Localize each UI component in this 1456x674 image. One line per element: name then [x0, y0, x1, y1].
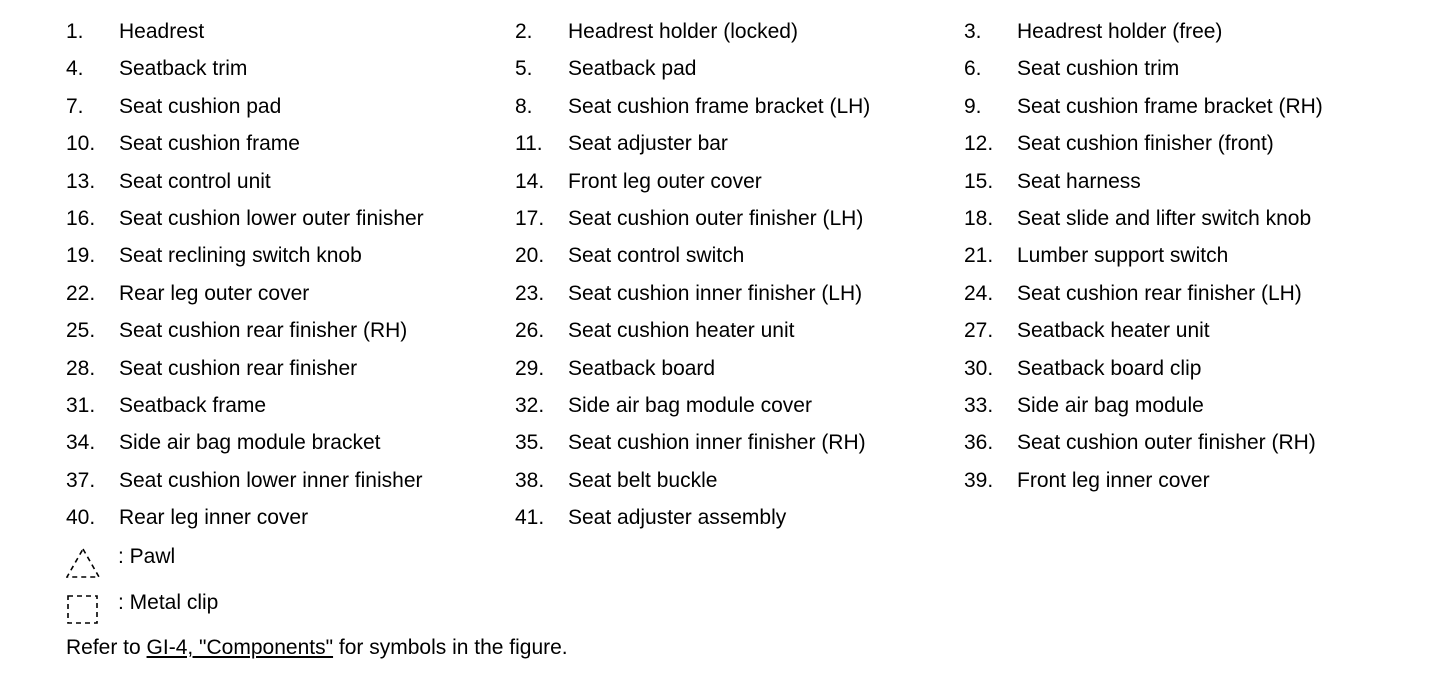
part-number: 9.: [964, 94, 982, 118]
components-reference-link[interactable]: GI-4, "Components": [146, 636, 334, 659]
part-number: 6.: [964, 57, 982, 81]
part-label: Seat harness: [1017, 169, 1141, 193]
footer-prefix: Refer to: [66, 636, 147, 659]
part-label: Seat cushion trim: [1017, 57, 1180, 81]
part-label: Seatback frame: [119, 394, 267, 417]
part-label: Side air bag module cover: [568, 394, 812, 417]
part-number: 32.: [515, 394, 545, 417]
part-label: Seat reclining switch knob: [119, 244, 362, 268]
part-label: Seat cushion outer finisher (LH): [568, 207, 864, 230]
part-number: 12.: [964, 132, 994, 156]
part-number: 40.: [66, 506, 96, 530]
part-label: Lumber support switch: [1017, 244, 1229, 268]
part-number: 11.: [515, 132, 543, 156]
part-number: 4.: [66, 57, 84, 81]
part-label: Seat cushion frame: [119, 132, 300, 156]
part-label: Seat cushion lower inner finisher: [119, 468, 423, 492]
part-label: Seatback heater unit: [1017, 319, 1210, 343]
part-number: 19.: [66, 244, 96, 268]
part-number: 7.: [66, 94, 84, 118]
dashed-square-icon: [66, 589, 102, 625]
part-label: Seat cushion finisher (front): [1017, 132, 1274, 156]
part-number: 30.: [964, 356, 994, 380]
part-number: 41.: [515, 506, 545, 530]
part-number: 2.: [515, 20, 533, 43]
part-number: 31.: [66, 394, 96, 417]
part-number: 16.: [66, 207, 96, 230]
part-label: Side air bag module: [1017, 394, 1204, 417]
part-number: 29.: [515, 356, 545, 380]
part-number: 18.: [964, 207, 994, 230]
part-number: 15.: [964, 169, 994, 193]
part-label: Seat cushion frame bracket (RH): [1017, 94, 1323, 118]
part-label: Seat control unit: [119, 169, 271, 193]
part-label: Seat cushion outer finisher (RH): [1017, 431, 1316, 455]
part-label: Side air bag module bracket: [119, 431, 381, 455]
dashed-triangle-icon: [66, 543, 102, 579]
part-number: 23.: [515, 281, 545, 305]
legend-pawl-label: : Pawl: [118, 545, 176, 568]
part-label: Seat belt buckle: [568, 468, 718, 492]
part-label: Seat cushion rear finisher: [119, 356, 358, 380]
part-number: 26.: [515, 319, 545, 343]
part-label: Seat slide and lifter switch knob: [1017, 207, 1312, 230]
part-number: 36.: [964, 431, 994, 455]
part-label: Seatback trim: [119, 57, 248, 81]
part-number: 10.: [66, 132, 96, 156]
part-number: 24.: [964, 281, 994, 305]
part-number: 27.: [964, 319, 994, 343]
part-label: Headrest holder (locked): [568, 20, 798, 43]
part-label: Front leg inner cover: [1017, 468, 1210, 492]
part-number: 25.: [66, 319, 96, 343]
part-number: 35.: [515, 431, 545, 455]
part-number: 33.: [964, 394, 994, 417]
part-label: Seat cushion rear finisher (RH): [119, 319, 408, 343]
footer-reference: [66, 634, 568, 662]
part-label: Seatback board clip: [1017, 356, 1202, 380]
part-number: 14.: [515, 169, 545, 193]
part-label: Seatback board: [568, 356, 716, 380]
part-label: Seat cushion rear finisher (LH): [1017, 281, 1302, 305]
part-number: 22.: [66, 281, 96, 305]
part-number: 3.: [964, 20, 982, 43]
part-number: 28.: [66, 356, 96, 380]
part-label: Seat adjuster assembly: [568, 506, 787, 530]
part-label: Seat cushion inner finisher (RH): [568, 431, 866, 455]
part-label: Seat control switch: [568, 244, 745, 268]
part-number: 39.: [964, 468, 994, 492]
part-label: Rear leg outer cover: [119, 281, 310, 305]
part-label: Seat adjuster bar: [568, 132, 728, 156]
part-number: 17.: [515, 207, 545, 230]
part-label: Headrest holder (free): [1017, 20, 1223, 43]
part-label: Seatback pad: [568, 57, 697, 81]
part-label: Seat cushion inner finisher (LH): [568, 281, 863, 305]
part-number: 20.: [515, 244, 545, 268]
part-label: Seat cushion frame bracket (LH): [568, 94, 871, 118]
legend-metal-clip-label: : Metal clip: [118, 591, 219, 614]
part-label: Headrest: [119, 20, 205, 43]
part-label: Seat cushion pad: [119, 94, 282, 118]
part-number: 21.: [964, 244, 994, 268]
part-label: Rear leg inner cover: [119, 506, 309, 530]
part-number: 5.: [515, 57, 533, 81]
footer-suffix: for symbols in the figure.: [333, 636, 568, 659]
part-number: 8.: [515, 94, 533, 118]
part-label: Seat cushion lower outer finisher: [119, 207, 424, 230]
part-number: 37.: [66, 468, 96, 492]
part-number: 34.: [66, 431, 96, 455]
part-number: 38.: [515, 468, 545, 492]
part-number: 13.: [66, 169, 96, 193]
part-number: 1.: [66, 20, 84, 43]
part-label: Front leg outer cover: [568, 169, 762, 193]
part-label: Seat cushion heater unit: [568, 319, 795, 343]
